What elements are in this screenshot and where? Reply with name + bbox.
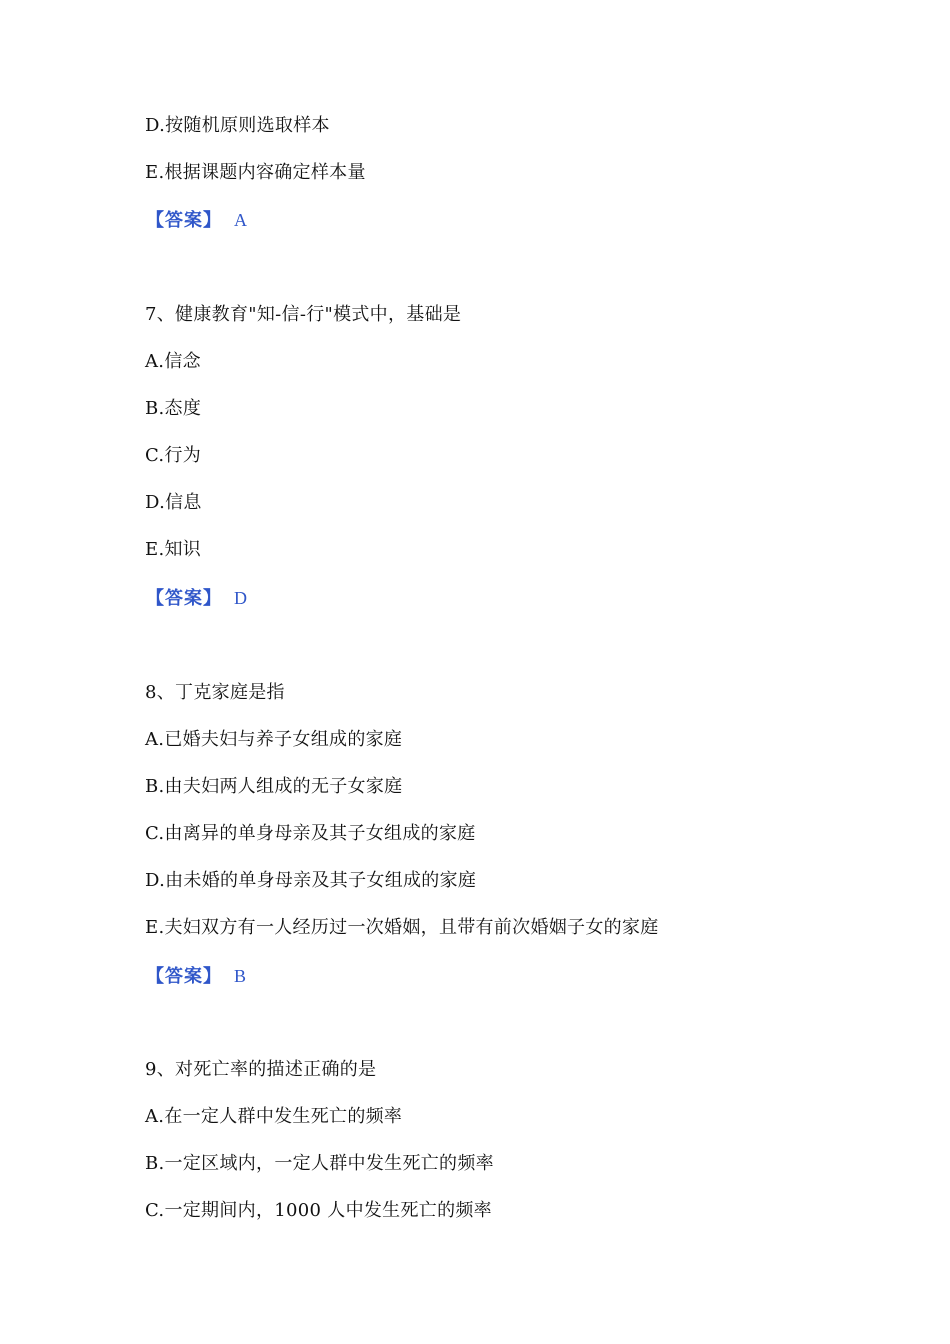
question-9-option-b: B.一定区域内，一定人群中发生死亡的频率 <box>145 1153 494 1174</box>
answer-tag: 【答案】 <box>146 966 222 987</box>
question-9-stem: 9、对死亡率的描述正确的是 <box>145 1059 377 1080</box>
option-e-prev: E.根据课题内容确定样本量 <box>145 162 366 183</box>
question-8-stem: 8、丁克家庭是指 <box>145 682 285 703</box>
answer-value: A <box>234 210 248 230</box>
answer-tag: 【答案】 <box>146 210 222 231</box>
question-7-option-c: C.行为 <box>145 445 202 466</box>
question-7-stem: 7、健康教育"知-信-行"模式中，基础是 <box>145 304 462 325</box>
question-7-option-b: B.态度 <box>145 398 202 419</box>
question-8-option-c: C.由离异的单身母亲及其子女组成的家庭 <box>145 823 476 844</box>
question-9-option-c: C.一定期间内，1000 人中发生死亡的频率 <box>145 1200 492 1221</box>
answer-tag: 【答案】 <box>146 588 222 609</box>
question-8-option-a: A.已婚夫妇与养子女组成的家庭 <box>145 729 403 750</box>
question-8-answer <box>146 964 246 989</box>
question-8-option-e: E.夫妇双方有一人经历过一次婚姻，且带有前次婚姻子女的家庭 <box>145 917 659 938</box>
question-7-answer <box>146 586 247 611</box>
answer-value: B <box>234 966 247 986</box>
question-8-option-d: D.由未婚的单身母亲及其子女组成的家庭 <box>145 870 477 891</box>
question-7-option-a: A.信念 <box>145 351 201 372</box>
question-9-option-a: A.在一定人群中发生死亡的频率 <box>145 1106 403 1127</box>
answer-prev <box>146 208 247 233</box>
answer-value: D <box>234 588 248 608</box>
option-d-prev: D.按随机原则选取样本 <box>145 115 330 136</box>
question-7-option-e: E.知识 <box>145 539 202 560</box>
question-7-option-d: D.信息 <box>145 492 202 513</box>
question-8-option-b: B.由夫妇两人组成的无子女家庭 <box>145 776 403 797</box>
